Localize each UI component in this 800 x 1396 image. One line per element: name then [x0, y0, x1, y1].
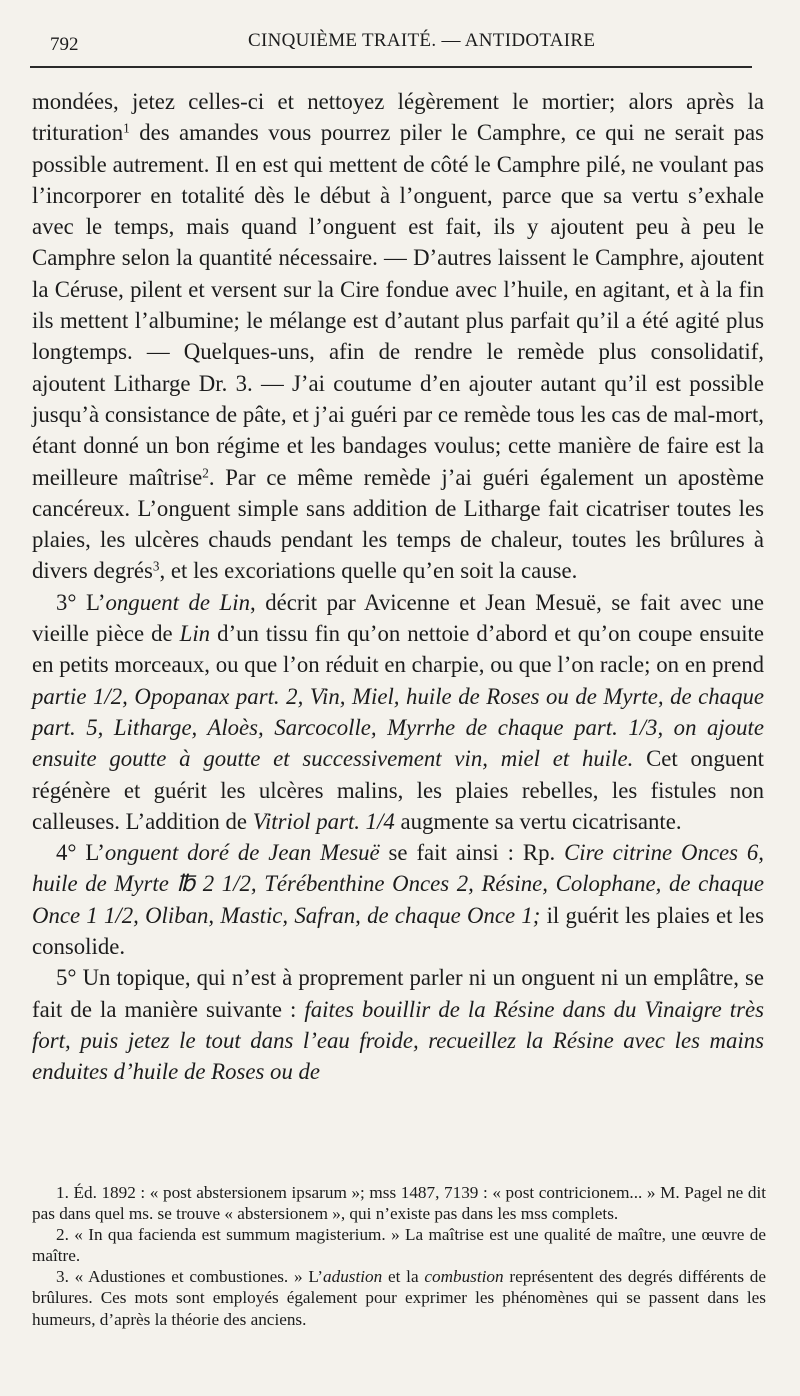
- running-header: [32, 26, 752, 56]
- footnote-3: 3. « Adustiones et combustiones. » L’adustion et la combustion représentent des degrés différents de brûlures. Ces mots sont employés également pour exprimer les phénomènes qui se passent dans les humeurs, d’après la théorie des anciens.: [32, 1267, 766, 1329]
- footnote-1: 1. Éd. 1892 : « post abstersionem ipsarum »; mss 1487, 7139 : « post contricionem... » M. Pagel ne dit pas dans quel ms. se trouve « abstersionem », qui n’existe pas dans les mss complets.: [32, 1183, 766, 1224]
- footnote-ref-3: 3: [152, 559, 160, 575]
- paragraph-camphre: mondées, jetez celles-ci et nettoyez légèrement le mortier; alors après la trituration$^1$ des amandes vous pourrez piler le Camphre, ce qui ne serait pas possible autrement. Il en est qui mettent de côté le Camphre pilé, ne voulant pas l’incorporer en totalité dès le début à l’onguent, parce que sa vertu s’exhale avec le temps, mais quand l’onguent est fait, ils y ajoutent peu à peu le Camphre selon la quantité nécessaire. — D’autres laissent le Camphre, ajoutent la Céruse, pilent et versent sur la Cire fondue avec l’huile, en agitant, et à la fin ils mettent l’albumine; le mélange est d’autant plus parfait qu’il a été agité plus longtemps. — Quelques-uns, afin de rendre le remède plus consolidatif, ajoutent Litharge Dr. 3. — J’ai coutume d’en ajouter autant qu’il est possible jusqu’à consistance de pâte, et j’ai guéri par ce remède tous les cas de mal-mort, étant donné un bon régime et les bandages voulus; cette manière de faire est la meilleure maîtrise$^2$. Par ce même remède j’ai guéri également un apostème cancéreux. L’onguent simple sans addition de Litharge fait cicatriser toutes les plaies, les ulcères chauds pendant les temps de chaleur, toutes les brûlures à divers degrés$^3$, et les excoriations quelle qu’en soit la cause.: [32, 89, 764, 584]
- footnote-ref-1: 1: [123, 121, 130, 137]
- running-title: CINQUIÈME TRAITÉ. — ANTIDOTAIRE: [248, 30, 596, 51]
- main-text: [32, 86, 764, 1088]
- footnote-ref-2: 2: [202, 465, 209, 481]
- header-rule: [30, 66, 752, 68]
- footnote-2: 2. « In qua facienda est summum magisterium. » La maîtrise est une qualité de maître, une œuvre de maître.: [32, 1225, 766, 1266]
- paragraph-onguent-de-lin: 3° L’onguent de Lin, décrit par Avicenne et Jean Mesuë, se fait avec une vieille pièce de Lin d’un tissu fin qu’on nettoie d’abord et qu’on coupe ensuite en petits morceaux, ou que l’on réduit en charpie, ou que l’on racle; on en prend partie 1/2, Opopanax part. 2, Vin, Miel, huile de Roses ou de Myrte, de chaque part. 5, Litharge, Aloès, Sarcocolle, Myrrhe de chaque part. 1/3, on ajoute ensuite goutte à goutte et successivement vin, miel et huile. Cet onguent régénère et guérit les ulcères malins, les plaies rebelles, les fistules non calleuses. L’addition de Vitriol part. 1/4 augmente sa vertu cicatrisante.: [32, 589, 765, 834]
- footnotes: [32, 1182, 766, 1330]
- paragraph-onguent-dore: 4° L’onguent doré de Jean Mesuë se fait ainsi : Rp. Cire citrine Onces 6, huile de Myrte ℔ 2 1/2, Térébenthine Onces 2, Résine, Colophane, de chaque Once 1 1/2, Oliban, Mastic, Safran, de chaque Once 1; il guérit les plaies et les consolide.: [32, 840, 765, 960]
- page-number: 792: [50, 34, 79, 55]
- paragraph-topique: 5° Un topique, qui n’est à proprement parler ni un onguent ni un emplâtre, se fait de la manière suivante : faites bouillir de la Résine dans du Vinaigre très fort, puis jetez le tout dans l’eau froide, recueillez la Résine avec les mains enduites d’huile de Roses ou de: [32, 965, 764, 1085]
